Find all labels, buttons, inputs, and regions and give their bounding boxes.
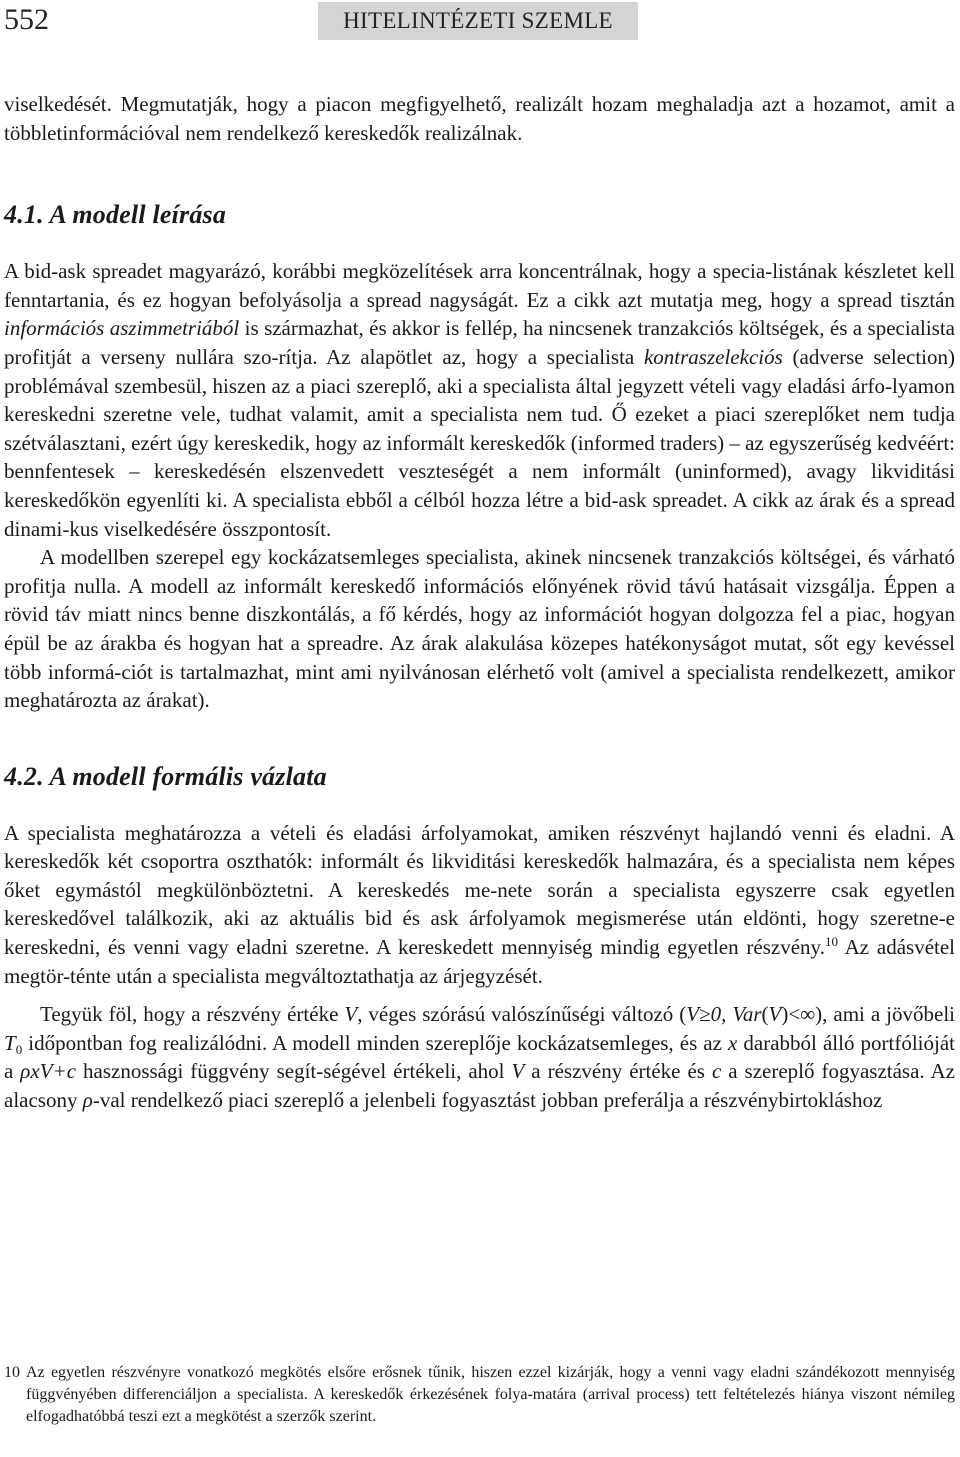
footnote xyxy=(4,1362,955,1428)
section-4-2-paragraph-2: Tegyük föl, hogy a részvény értéke V, véges szórású valószínűségi változó (V≥0, Var(V)<∞), ami a jövőbeli $T_0$ időpontban fog realizálódni. A modell minden szereplője kockázatsemleges, és az x darabból álló portfólióját a ρxV+c hasznossági függvény segít-ségével értékeli, ahol V a részvény értéke és c a szereplő fogyasztása. Az alacsony ρ-val rendelkező piaci szereplő a jelenbeli fogyasztást jobban preferálja a részvénybirtokláshoz xyxy=(4,1002,955,1113)
running-head-journal-title: HITELINTÉZETI SZEMLE xyxy=(318,2,638,40)
emphasis-term: kontraszelekciós xyxy=(643,344,783,369)
footnote-number: 10 xyxy=(4,1364,20,1381)
footnote-reference[interactable]: 10 xyxy=(824,934,838,950)
intro-paragraph: viselkedését. Megmutatják, hogy a piacon megfigyelhető, realizált hozam meghaladja azt a hozamot, amit a többletinformációval nem rendelkező kereskedők realizálnak. xyxy=(4,92,955,145)
article-body xyxy=(4,90,955,1115)
footnote-text: Az egyetlen részvényre vonatkozó megkötés elsőre erősnek tűnik, hiszen ezzel kizárják, hogy a venni vagy eladni szándékozott mennyiség függvényében differenciáljon a specialista. A kereskedők érkezésének folya-matára (arrival process) tett feltételezés hiánya viszont némileg elfogadhatóbbá teszi ezt a megkötést a szerzők szerint. xyxy=(26,1364,955,1425)
section-4-2-paragraph-1: A specialista meghatározza a vételi és eladási árfolyamokat, amiken részvényt hajlandó venni és eladni. A kereskedők két csoportra oszthatók: informált és likviditási kereskedők halmazára, és a specialista nem képes őket egymástól megkülönböztetni. A kereskedés me-nete során a specialista egyszerre csak egyetlen kereskedővel találkozik, aki az aktuális bid és ask árfolyamok megismerése után eldönti, hogy szeretne-e kereskedni, és venni vagy eladni szeretne. A kereskedett mennyiség mindig egyetlen részvény.$^{10}$ Az adásvétel megtör-ténte után a specialista megváltoztathatja az árjegyzését. xyxy=(4,820,956,988)
section-heading-4-2: 4.2. A modell formális vázlata xyxy=(4,761,327,791)
section-heading-4-1: 4.1. A modell leírása xyxy=(4,200,227,230)
section-4-1-paragraph-1: A bid-ask spreadet magyarázó, korábbi megközelítések arra koncentrálnak, hogy a specia-listának készletet kell fenntartania, és ez hogyan befolyásolja a spread nagyságát. Ez a cikk azt mutatja meg, hogy a spread tisztán információs aszimmetriából is származhat, és akkor is fellép, ha nincsenek tranzakciós költségek, és a specialista profitját a verseny nullára szo-rítja. Az alapötlet az, hogy a specialista kontraszelekciós (adverse selection) problémával szembesül, hiszen az a piaci szereplő, aki a specialista által jegyzett vételi vagy eladási árfo-lyamon kereskedni szeretne vele, tudhat valamit, amit a specialista nem tud. Ő ezeket a piaci szereplőket nem tudja szétválasztani, ezért úgy kereskedik, hogy az informált kereskedők (informed traders) – az egyszerűség kedvéért: bennfentesek – kereskedésén elszenvedett veszteségét a nem informált (uninformed), avagy likviditási kereskedőkön egyenlíti ki. A specialista ebből a célból hozza létre a bid-ask spreadet. A cikk az árak és a spread dinami-kus viselkedésére összpontosít. xyxy=(4,259,956,541)
section-4-1-paragraph-2: A modellben szerepel egy kockázatsemleges specialista, akinek nincsenek tranzakciós költségei, és várható profitja nulla. A modell az informált kereskedő információs előnyének rövid távú hatásait vizsgálja. Éppen a rövid táv miatt nincs benne diszkontálás, a fő kérdés, hogy az információt hogyan dolgozza fel a piac, hogyan épül be az árakba és hogyan hat a spreadre. Az árak alakulása közepes hatékonyságot mutat, sőt egy kevéssel több informá-ciót is tartalmazhat, mint ami nyilvánosan elérhető volt (amivel a specialista rendelkezett, amikor meghatározta az árakat). xyxy=(4,545,955,713)
page-number: 552 xyxy=(4,3,49,36)
emphasis-term: információs aszimmetriából xyxy=(4,316,240,341)
